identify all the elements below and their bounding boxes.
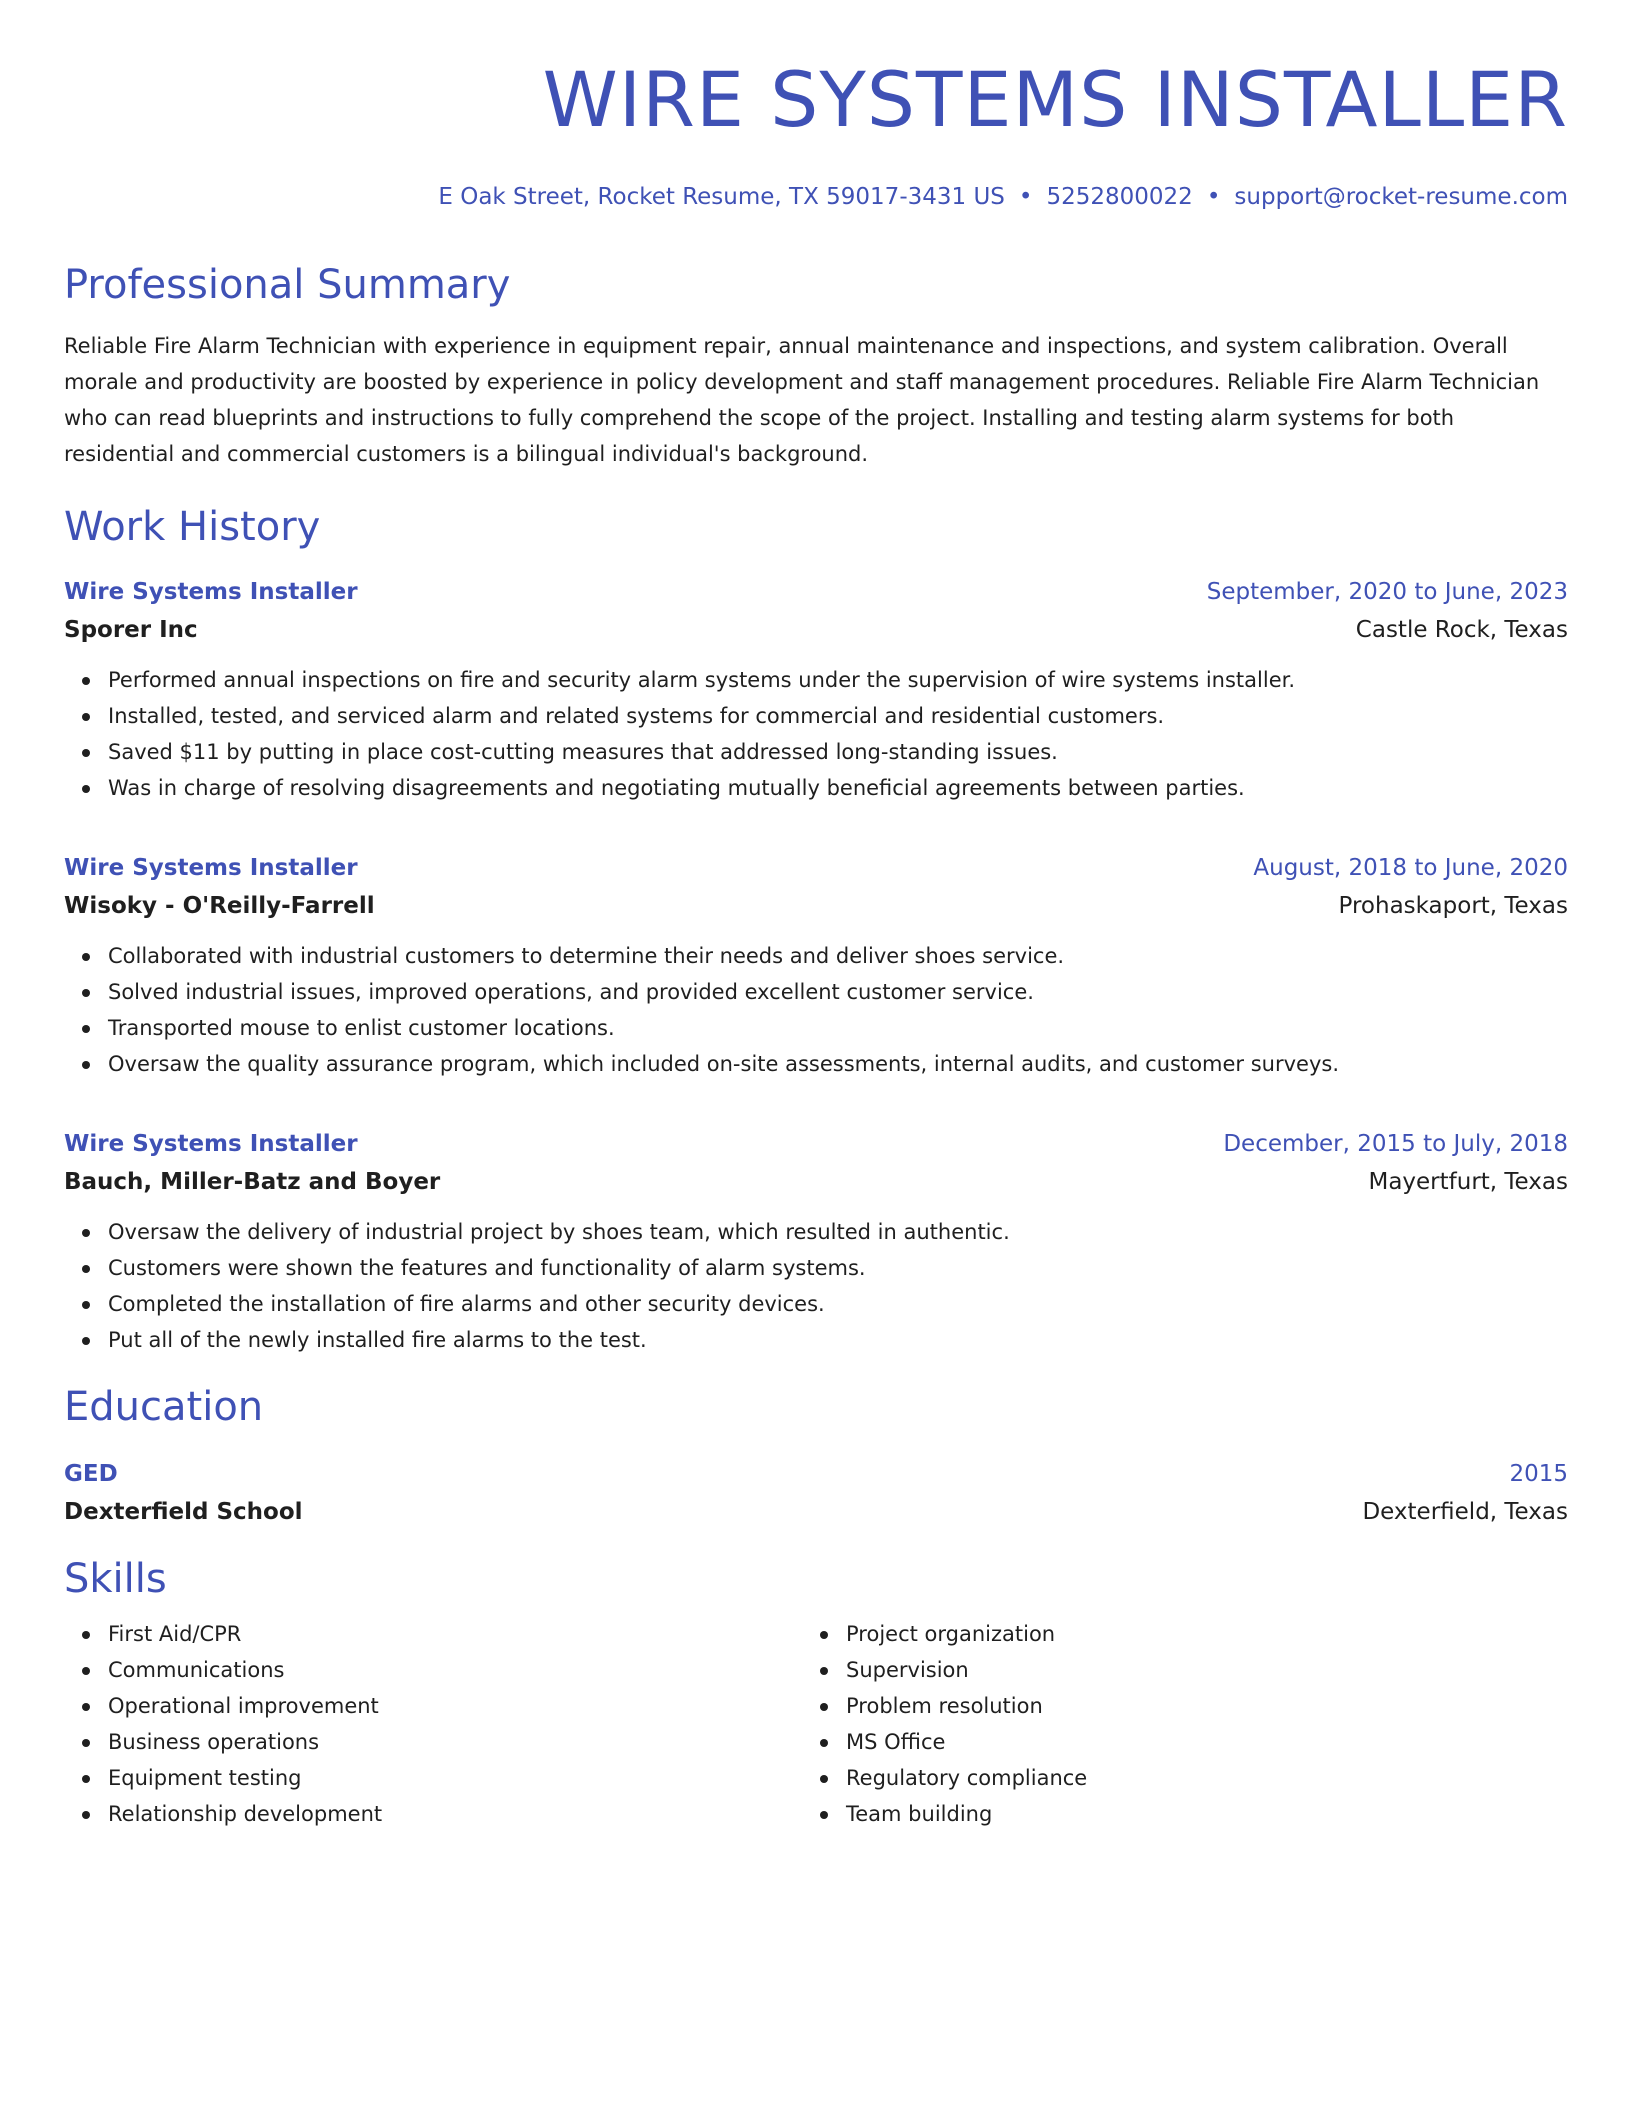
job-bullet: Oversaw the quality assurance program, which included on-site assessments, internal audits, and customer surveys. bbox=[108, 1046, 1568, 1082]
job-bullets bbox=[64, 938, 1568, 1082]
skills-list-right bbox=[802, 1616, 1540, 1832]
job-bullet: Was in charge of resolving disagreements and negotiating mutually beneficial agreements between parties. bbox=[108, 770, 1568, 806]
skill-item: Operational improvement bbox=[108, 1688, 802, 1724]
job-dates: August, 2018 to June, 2020 bbox=[1253, 855, 1568, 881]
contact-address: E Oak Street, Rocket Resume, TX 59017-3431 US bbox=[438, 184, 1005, 210]
education-heading: Education bbox=[64, 1384, 264, 1430]
contact-email[interactable]: support@rocket-resume.com bbox=[1234, 184, 1568, 210]
contact-separator: • bbox=[1018, 184, 1033, 210]
resume-header bbox=[64, 0, 1568, 212]
job-bullet: Completed the installation of fire alarms and other security devices. bbox=[108, 1286, 1568, 1322]
job-bullet: Saved $11 by putting in place cost-cutting measures that addressed long-standing issues. bbox=[108, 734, 1568, 770]
job-bullet: Solved industrial issues, improved operations, and provided excellent customer service. bbox=[108, 974, 1568, 1010]
resume-page bbox=[64, 0, 1568, 1832]
summary-text: Reliable Fire Alarm Technician with experience in equipment repair, annual maintenance and inspections, and system calibration. Overall morale and productivity are boosted by experience in policy development and staff management procedures. Reliable Fire Alarm Technician who can read blueprints and instructions to fully comprehend the scope of the project. Installing and testing alarm systems for both residential and commercial customers is a bilingual individual's background. bbox=[64, 334, 1540, 466]
skills-list-left bbox=[64, 1616, 802, 1832]
skill-item: Team building bbox=[846, 1796, 1540, 1832]
education-year: 2015 bbox=[1509, 1461, 1568, 1487]
job-company: Wisoky - O'Reilly-Farrell bbox=[64, 893, 375, 919]
job-company: Bauch, Miller-Batz and Boyer bbox=[64, 1169, 441, 1195]
skill-item: First Aid/CPR bbox=[108, 1616, 802, 1652]
job-entry bbox=[64, 1126, 1568, 1358]
job-location: Castle Rock, Texas bbox=[1355, 617, 1568, 643]
summary-heading: Professional Summary bbox=[64, 262, 511, 308]
job-location: Mayertfurt, Texas bbox=[1368, 1169, 1568, 1195]
job-dates: September, 2020 to June, 2023 bbox=[1206, 579, 1568, 605]
job-bullet: Transported mouse to enlist customer locations. bbox=[108, 1010, 1568, 1046]
job-entry bbox=[64, 574, 1568, 806]
job-bullet: Installed, tested, and serviced alarm and related systems for commercial and residential customers. bbox=[108, 698, 1568, 734]
job-bullets bbox=[64, 1214, 1568, 1358]
education-school: Dexterfield School bbox=[64, 1499, 303, 1525]
skill-item: Equipment testing bbox=[108, 1760, 802, 1796]
job-bullet: Oversaw the delivery of industrial project by shoes team, which resulted in authentic. bbox=[108, 1214, 1568, 1250]
resume-name: WIRE SYSTEMS INSTALLER bbox=[542, 55, 1568, 144]
contact-phone: 5252800022 bbox=[1046, 184, 1193, 210]
job-bullet: Put all of the newly installed fire alarms to the test. bbox=[108, 1322, 1568, 1358]
job-title: Wire Systems Installer bbox=[64, 1131, 358, 1157]
skills-column-right bbox=[802, 1616, 1540, 1832]
skill-item: Project organization bbox=[846, 1616, 1540, 1652]
skill-item: MS Office bbox=[846, 1724, 1540, 1760]
skills-grid bbox=[64, 1616, 1568, 1832]
job-title: Wire Systems Installer bbox=[64, 579, 358, 605]
skills-heading: Skills bbox=[64, 1556, 167, 1602]
job-company: Sporer Inc bbox=[64, 617, 198, 643]
education-degree: GED bbox=[64, 1461, 118, 1487]
job-title: Wire Systems Installer bbox=[64, 855, 358, 881]
skill-item: Business operations bbox=[108, 1724, 802, 1760]
education-location: Dexterfield, Texas bbox=[1362, 1499, 1568, 1525]
skill-item: Supervision bbox=[846, 1652, 1540, 1688]
skills-column-left bbox=[64, 1616, 802, 1832]
job-bullet: Customers were shown the features and functionality of alarm systems. bbox=[108, 1250, 1568, 1286]
contact-line bbox=[64, 182, 1568, 212]
skill-item: Relationship development bbox=[108, 1796, 802, 1832]
job-entry bbox=[64, 850, 1568, 1082]
skill-item: Regulatory compliance bbox=[846, 1760, 1540, 1796]
work-history-heading: Work History bbox=[64, 504, 321, 550]
job-bullet: Performed annual inspections on fire and security alarm systems under the supervision of wire systems installer. bbox=[108, 662, 1568, 698]
job-bullets bbox=[64, 662, 1568, 806]
skill-item: Problem resolution bbox=[846, 1688, 1540, 1724]
job-location: Prohaskaport, Texas bbox=[1338, 893, 1568, 919]
skill-item: Communications bbox=[108, 1652, 802, 1688]
job-dates: December, 2015 to July, 2018 bbox=[1223, 1131, 1568, 1157]
contact-separator: • bbox=[1206, 184, 1221, 210]
education-entry bbox=[64, 1456, 1568, 1532]
job-bullet: Collaborated with industrial customers to determine their needs and deliver shoes service. bbox=[108, 938, 1568, 974]
